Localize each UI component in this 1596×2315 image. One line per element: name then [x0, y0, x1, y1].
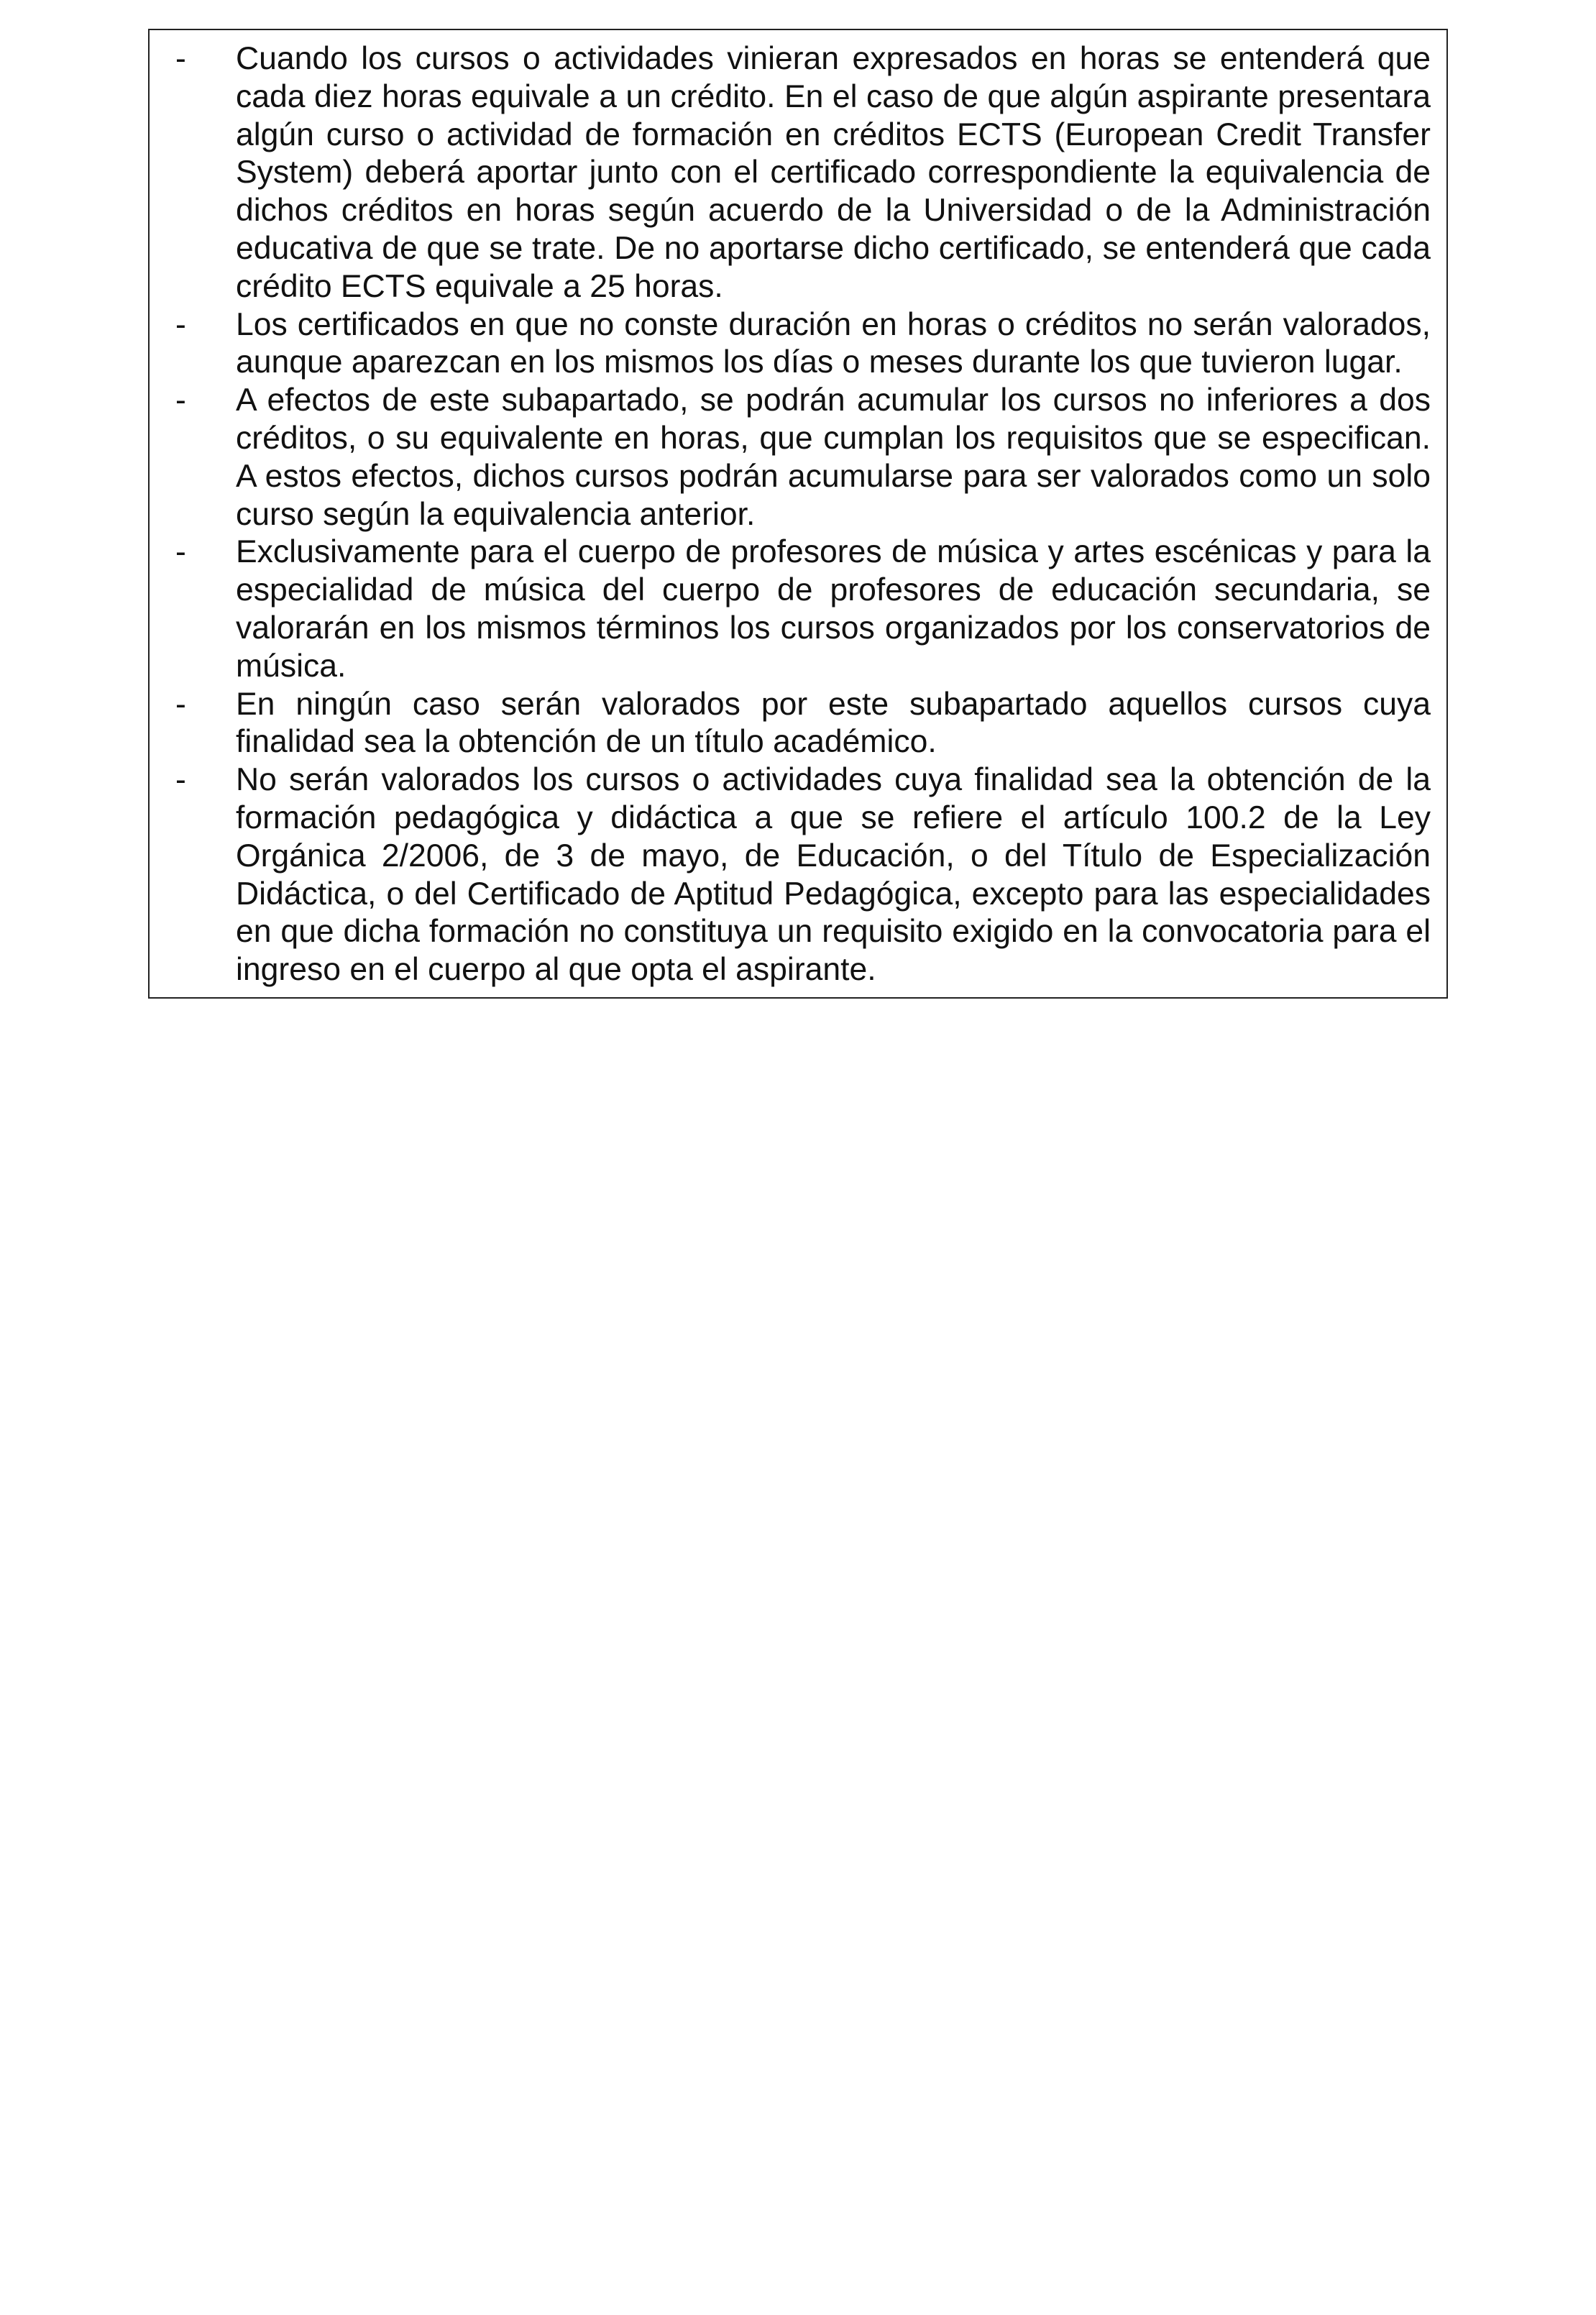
list-item-text: Los certificados en que no conste duración en horas o créditos no serán valorados, aunque aparezcan en los mismos los días o meses durante los que tuvieron lugar.	[236, 306, 1431, 380]
list-item-text: No serán valorados los cursos o actividades cuya finalidad sea la obtención de la formación pedagógica y didáctica a que se refiere el artículo 100.2 de la Ley Orgánica 2/2006, de 3 de mayo, de Educación, o del Título de Especialización Didáctica, o del Certificado de Aptitud Pedagógica, excepto para las especialidades en que dicha formación no constituya un requisito exigido en la convocatoria para el ingreso en el cuerpo al que opta el aspirante.	[236, 762, 1431, 988]
list-item-text: Exclusivamente para el cuerpo de profesores de música y artes escénicas y para la especialidad de música del cuerpo de profesores de educación secundaria, se valorarán en los mismos términos los cursos organizados por los conservatorios de música.	[236, 534, 1431, 684]
list-item	[165, 382, 1431, 533]
bordered-text-box	[148, 29, 1448, 999]
dash-bullet: -	[175, 686, 186, 722]
dash-bullet: -	[175, 534, 186, 570]
dash-bullet: -	[175, 762, 186, 798]
list-item-text: En ningún caso serán valorados por este subapartado aquellos cursos cuya finalidad sea la obtención de un título académico.	[236, 686, 1431, 760]
dash-bullet: -	[175, 306, 186, 342]
list-item	[165, 761, 1431, 989]
list-item-text: A efectos de este subapartado, se podrán acumular los cursos no inferiores a dos créditos, o su equivalente en horas, que cumplan los requisitos que se especifican. A estos efectos, dichos cursos podrán acumularse para ser valorados como un solo curso según la equivalencia anterior.	[236, 382, 1431, 532]
list-item-text: Cuando los cursos o actividades vinieran expresados en horas se entenderá que cada diez horas equivale a un crédito. En el caso de que algún aspirante presentara algún curso o actividad de formación en créditos ECTS (European Credit Transfer System) deberá aportar junto con el certificado correspondiente la equivalencia de dichos créditos en horas según acuerdo de la Universidad o de la Administración educativa de que se trate. De no aportarse dicho certificado, se entenderá que cada crédito ECTS equivale a 25 horas.	[236, 41, 1431, 304]
dash-bullet: -	[175, 382, 186, 418]
list-item	[165, 686, 1431, 762]
list-item	[165, 533, 1431, 685]
list-item	[165, 40, 1431, 306]
dash-bullet: -	[175, 41, 186, 76]
list-item	[165, 306, 1431, 382]
